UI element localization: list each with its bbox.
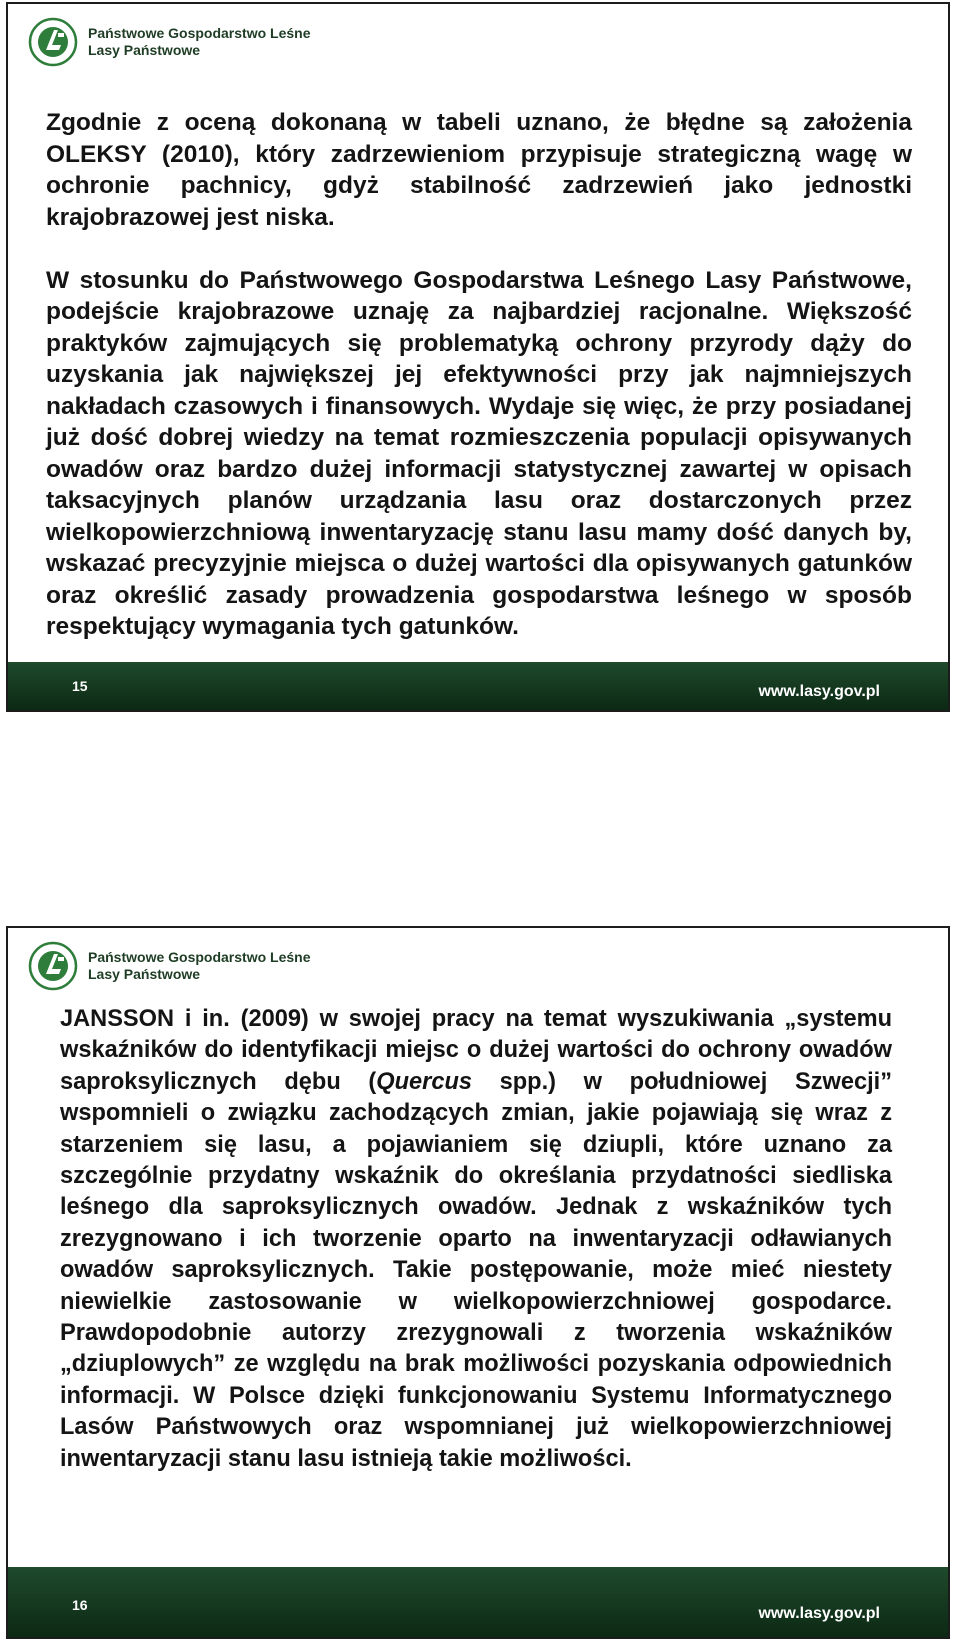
page-number: 16 [72,1597,88,1613]
slide-header [28,942,311,990]
slide-15 [6,2,950,712]
slide-header [28,18,311,66]
organization-line2: Lasy Państwowe [88,966,201,982]
footer-url: www.lasy.gov.pl [758,683,880,700]
slide-16 [6,926,950,1639]
paragraph-text: W stosunku do Państwowego Gospodarstwa Leśnego Lasy Państwowe, podejście krajobrazowe uznaję za najbardziej racjonalne. Większość praktyków zajmujących się problematyką ochrony przyrody dąży do uzyskania jak największej jej efektywności przy jak najmniejszych nakładach czasowych i finansowych. Wydaje się więc, że przy posiadanej już dość dobrej wiedzy na temat rozmieszczenia populacji opisywanych owadów oraz bardzo dużej informacji statystycznej zawartej w opisach taksacyjnych planów urządzania lasu oraz dostarczonych przez wielkopowierzchniową inwentaryzację stanu lasu mamy dość danych by, wskazać precyzyjnie miejsca o dużej wartości dla opisywanych gatunków oraz określić zasady prowadzenia gospodarstwa leśnego w sposób respektujący wymagania tych gatunków. [46,266,912,640]
paragraph [46,107,912,233]
footer-url: www.lasy.gov.pl [758,1605,880,1622]
lasy-panstwowe-logo-icon [28,17,78,67]
paragraph-text: JANSSON i in. (2009) w swojej pracy na temat wyszukiwania „systemu wskaźników do identyfikacji miejsc o dużej wartości do ochrony owadów saproksylicznych dębu ( [60,1006,892,1095]
organization-name [88,25,311,59]
slide-footer [8,1567,948,1637]
organization-line1: Państwowe Gospodarstwo Leśne [88,949,311,965]
slide-body [46,107,912,643]
slide-body [60,1004,892,1475]
lasy-panstwowe-logo-icon [28,941,78,991]
italic-term: Quercus [376,1068,472,1095]
slide-footer [8,662,948,710]
organization-line1: Państwowe Gospodarstwo Leśne [88,25,311,41]
paragraph-text: Zgodnie z oceną dokonaną w tabeli uznano, że błędne są założenia OLEKSY (2010), który zadrzewieniom przypisuje strategiczną wagę w ochronie pachnicy, gdyż stabilność zadrzewień jako jednostki krajobrazowej jest niska. [46,109,912,231]
organization-line2: Lasy Państwowe [88,42,201,58]
paragraph [46,265,912,643]
page-number: 15 [72,678,88,694]
paragraph-text-continued: spp.) w południowej Szwecji” wspomnieli o związku zachodzących zmian, jakie pojawiają się wraz z starzeniem się lasu, a pojawianiem się dziupli, które uznano za szczególnie przydatny wskaźnik do określania przydatności siedliska leśnego dla saproksylicznych owadów. Jednak z wskaźników tych zrezygnowano i ich tworzenie oparto na inwentaryzacji odławianych owadów saproksylicznych. Takie postępowanie, może mieć niestety niewielkie zastosowanie w wielkopowierzchniowej gospodarce. Prawdopodobnie autorzy zrezygnowali z tworzenia wskaźników „dziuplowych” ze względu na brak możliwości pozyskania odpowiednich informacji. W Polsce dzięki funkcjonowaniu Systemu Informatycznego Lasów Państwowych oraz wspomnianej już wielkopowierzchniowej inwentaryzacji stanu lasu istnieją takie możliwości. [60,1068,892,1472]
organization-name [88,949,311,983]
paragraph [60,1004,892,1475]
